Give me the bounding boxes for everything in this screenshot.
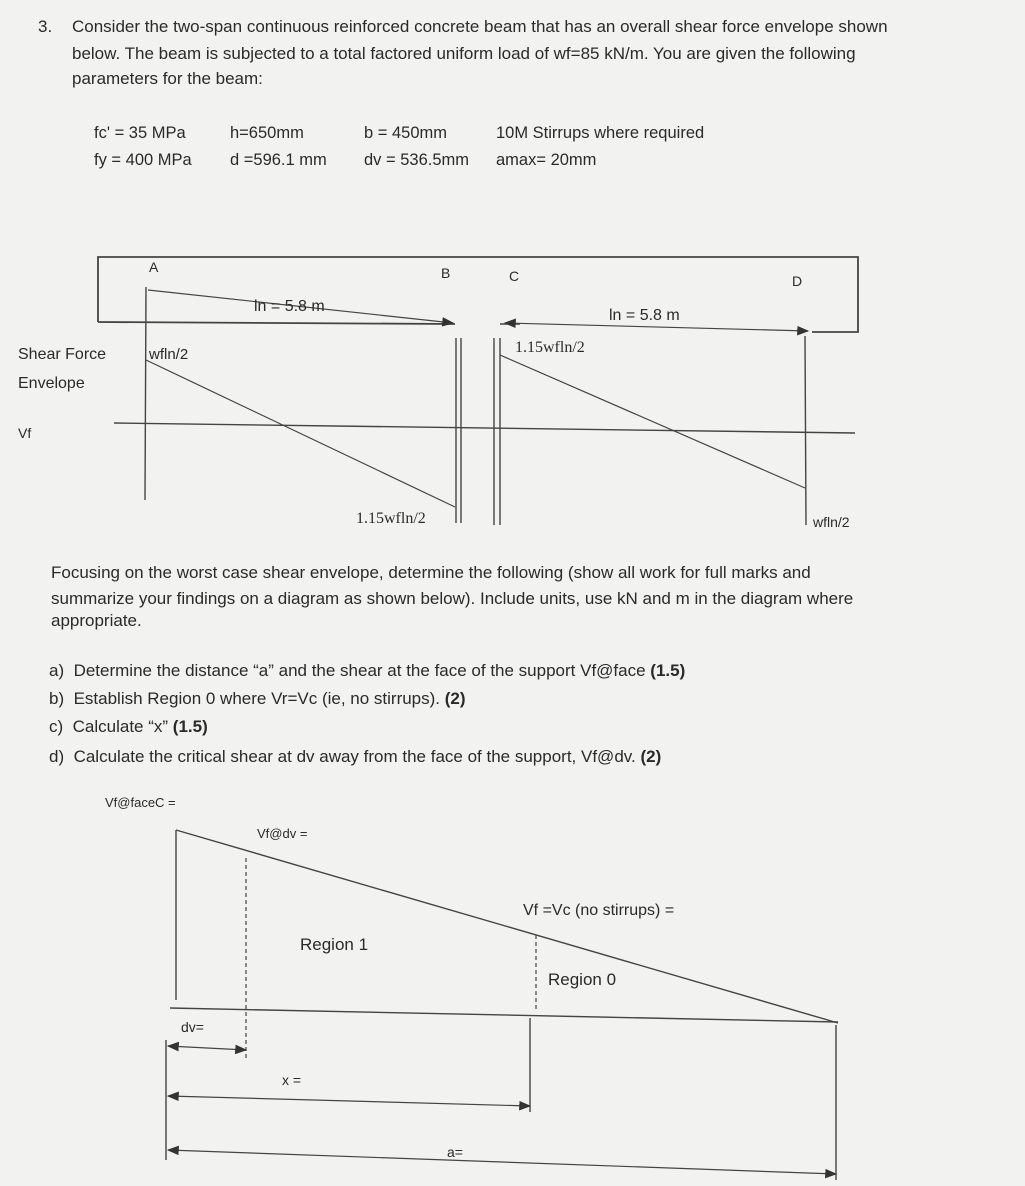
instructions-line-3: appropriate. [51, 611, 142, 630]
summary-baseline [170, 1008, 838, 1022]
param-amax: amax= 20mm [496, 151, 597, 169]
task-d-letter: d) [49, 747, 65, 766]
vf-dv-label: Vf@dv = [257, 826, 308, 841]
param-b: b = 450mm [364, 124, 447, 142]
task-a [49, 657, 685, 684]
task-c-letter: c) [49, 717, 64, 736]
x-arrow [168, 1096, 530, 1106]
shear-a-value: wfln/2 [149, 346, 189, 363]
question-line-3: parameters for the beam: [72, 69, 263, 88]
instructions-line-1: Focusing on the worst case shear envelope, determine the following (show all work for full marks and [51, 563, 811, 582]
support-d-label: D [792, 273, 803, 289]
span1-label: ln = 5.8 m [254, 298, 325, 315]
a-label: a= [447, 1144, 463, 1160]
region-0-label: Region 0 [548, 970, 617, 989]
envelope-title-1: Shear Force [18, 346, 107, 363]
shear-line-span1 [146, 360, 455, 507]
shear-line-summary [176, 830, 838, 1023]
task-b-marks: (2) [444, 689, 466, 708]
task-d-marks: (2) [640, 747, 662, 766]
task-c-text: Calculate “x” [72, 717, 169, 736]
task-a-marks: (1.5) [650, 661, 686, 680]
task-b [49, 685, 466, 712]
instructions-line-2: summarize your findings on a diagram as shown below). Include units, use kN and m in the diagram where [51, 589, 854, 608]
task-a-text: Determine the distance “a” and the shear at the face of the support Vf@face [73, 661, 646, 680]
task-c [49, 713, 208, 740]
task-b-letter: b) [49, 689, 65, 708]
beam-outline [98, 257, 858, 332]
task-c-marks: (1.5) [172, 717, 208, 736]
vf-vc-label: Vf =Vc (no stirrups) = [523, 902, 675, 919]
shear-line-span2 [500, 355, 805, 488]
a-arrow [168, 1150, 836, 1174]
span2-label: ln = 5.8 m [609, 307, 680, 324]
task-d [49, 743, 661, 770]
param-stirrups: 10M Stirrups where required [496, 124, 705, 142]
support-b-label: B [441, 265, 451, 281]
question-number: 3. [38, 17, 53, 36]
param-dv: dv = 536.5mm [364, 151, 470, 169]
support-c-label: C [509, 268, 520, 284]
x-label: x = [282, 1072, 302, 1088]
question-line-1: Consider the two-span continuous reinforced concrete beam that has an overall shear force envelope shown [72, 17, 888, 36]
param-d: d =596.1 mm [230, 151, 327, 169]
beam-bottom-left [98, 322, 455, 324]
dv-arrow [168, 1046, 246, 1050]
question-line-2: below. The beam is subjected to a total factored uniform load of wf=85 kN/m. You are given the following [72, 44, 856, 63]
shear-b-value: 1.15wfln/2 [356, 510, 426, 527]
region-1-label: Region 1 [300, 935, 369, 954]
param-h: h=650mm [230, 124, 304, 142]
support-a-line [145, 287, 146, 500]
dv-label: dv= [181, 1019, 204, 1035]
zero-axis [114, 423, 855, 433]
envelope-title-2: Envelope [18, 375, 85, 392]
vf-face-label: Vf@faceC = [105, 795, 176, 810]
shear-d-value: wfln/2 [813, 514, 850, 530]
param-fc: fc' = 35 MPa [94, 124, 186, 142]
shear-c-value: 1.15wfln/2 [515, 339, 585, 356]
param-fy: fy = 400 MPa [94, 151, 192, 169]
task-a-letter: a) [49, 661, 65, 680]
task-d-text: Calculate the critical shear at dv away from the face of the support, Vf@dv. [73, 747, 636, 766]
task-b-text: Establish Region 0 where Vr=Vc (ie, no stirrups). [73, 689, 441, 708]
support-a-label: A [149, 259, 159, 275]
support-d-line [805, 336, 806, 525]
vf-axis-label: Vf [18, 425, 32, 441]
